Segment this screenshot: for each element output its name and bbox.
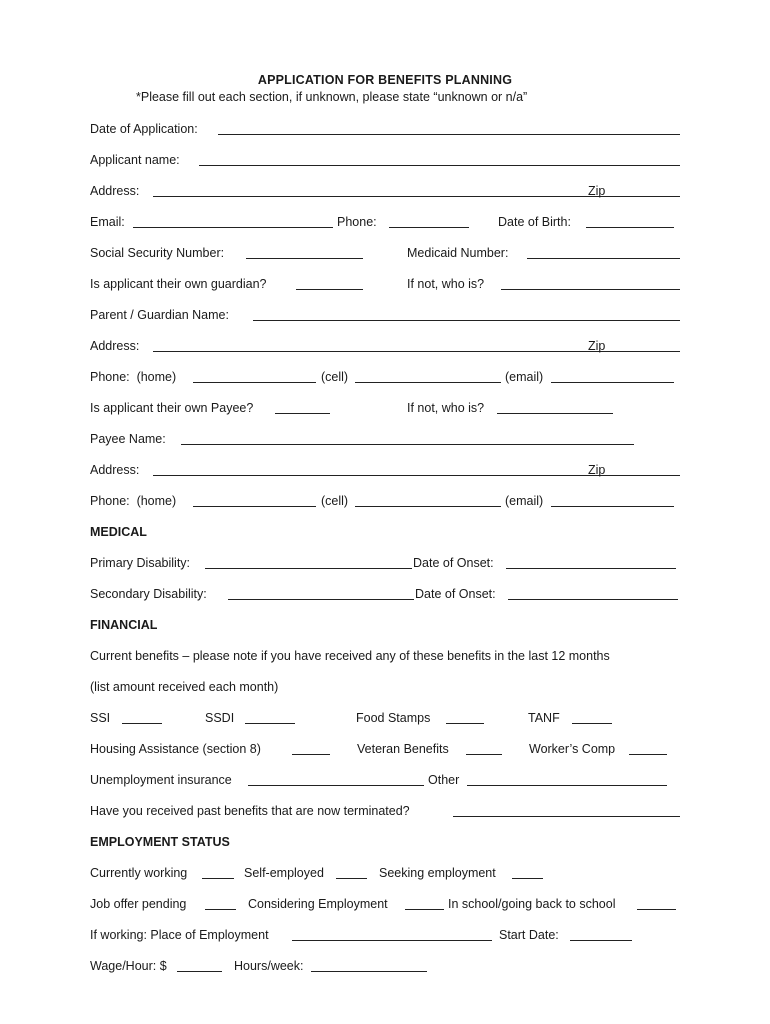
self-employed-field[interactable] bbox=[336, 878, 367, 879]
row-benefits-3 bbox=[0, 772, 770, 790]
past-benefits-field[interactable] bbox=[453, 816, 680, 817]
row-employment-1 bbox=[0, 865, 770, 883]
guardian-name-label: Parent / Guardian Name: bbox=[90, 308, 229, 322]
guardian-cell-field[interactable] bbox=[355, 382, 501, 383]
date-of-application-label: Date of Application: bbox=[90, 122, 198, 136]
start-date-label: Start Date: bbox=[499, 928, 559, 942]
guardian-phone-home-label: Phone: (home) bbox=[90, 370, 177, 384]
form-title: APPLICATION FOR BENEFITS PLANNING bbox=[257, 73, 513, 87]
own-payee-field[interactable] bbox=[275, 413, 330, 414]
own-payee-label: Is applicant their own Payee? bbox=[90, 401, 254, 415]
housing-assistance-label: Housing Assistance (section 8) bbox=[90, 742, 261, 756]
payee-cell-label: (cell) bbox=[321, 494, 349, 508]
date-of-birth-field[interactable] bbox=[586, 227, 674, 228]
row-employment-heading bbox=[0, 834, 770, 852]
row-medical-heading bbox=[0, 524, 770, 542]
payee-cell-field[interactable] bbox=[355, 506, 501, 507]
guardian-if-not-label: If not, who is? bbox=[407, 277, 485, 291]
veteran-benefits-label: Veteran Benefits bbox=[357, 742, 449, 756]
row-applicant-address bbox=[0, 183, 770, 201]
medicaid-number-label: Medicaid Number: bbox=[407, 246, 509, 260]
veteran-benefits-field[interactable] bbox=[466, 754, 502, 755]
form-instructions: *Please fill out each section, if unknown, please state “unknown or n/a” bbox=[136, 90, 528, 104]
row-ssn-medicaid bbox=[0, 245, 770, 263]
guardian-cell-label: (cell) bbox=[321, 370, 349, 384]
payee-name-field[interactable] bbox=[181, 444, 634, 445]
applicant-email-label: Email: bbox=[90, 215, 125, 229]
payee-zip-label: Zip bbox=[588, 463, 606, 477]
primary-onset-field[interactable] bbox=[506, 568, 676, 569]
medicaid-number-field[interactable] bbox=[527, 258, 680, 259]
date-of-birth-label: Date of Birth: bbox=[498, 215, 571, 229]
row-employment-wage bbox=[0, 958, 770, 976]
medical-heading: MEDICAL bbox=[90, 525, 147, 539]
row-date-of-application bbox=[0, 121, 770, 139]
past-benefits-label: Have you received past benefits that are now terminated? bbox=[90, 804, 410, 818]
place-of-employment-label: If working: Place of Employment bbox=[90, 928, 269, 942]
applicant-zip-label: Zip bbox=[588, 184, 606, 198]
place-of-employment-field[interactable] bbox=[292, 940, 492, 941]
ssi-field[interactable] bbox=[122, 723, 162, 724]
primary-disability-label: Primary Disability: bbox=[90, 556, 191, 570]
job-offer-label: Job offer pending bbox=[90, 897, 187, 911]
row-benefits-1 bbox=[0, 710, 770, 728]
applicant-address-label: Address: bbox=[90, 184, 140, 198]
school-field[interactable] bbox=[637, 909, 676, 910]
payee-name-label: Payee Name: bbox=[90, 432, 166, 446]
row-payee-address bbox=[0, 462, 770, 480]
payee-if-not-field[interactable] bbox=[497, 413, 613, 414]
guardian-phone-home-field[interactable] bbox=[193, 382, 316, 383]
financial-list-note: (list amount received each month) bbox=[90, 680, 279, 694]
row-employment-2 bbox=[0, 896, 770, 914]
row-payee-phone bbox=[0, 493, 770, 511]
ssdi-field[interactable] bbox=[245, 723, 295, 724]
unemployment-field[interactable] bbox=[248, 785, 424, 786]
housing-assistance-field[interactable] bbox=[292, 754, 330, 755]
school-label: In school/going back to school bbox=[448, 897, 616, 911]
workers-comp-label: Worker’s Comp bbox=[529, 742, 616, 756]
row-applicant-contact bbox=[0, 214, 770, 232]
primary-onset-label: Date of Onset: bbox=[413, 556, 494, 570]
payee-email-field[interactable] bbox=[551, 506, 674, 507]
primary-disability-field[interactable] bbox=[205, 568, 412, 569]
row-primary-disability bbox=[0, 555, 770, 573]
guardian-zip-label: Zip bbox=[588, 339, 606, 353]
employment-heading: EMPLOYMENT STATUS bbox=[90, 835, 230, 849]
hours-week-label: Hours/week: bbox=[234, 959, 304, 973]
financial-note: Current benefits – please note if you have received any of these benefits in the last 12 months bbox=[90, 649, 610, 663]
applicant-email-field[interactable] bbox=[133, 227, 333, 228]
row-benefits-2 bbox=[0, 741, 770, 759]
own-guardian-label: Is applicant their own guardian? bbox=[90, 277, 267, 291]
other-benefits-field[interactable] bbox=[467, 785, 667, 786]
own-guardian-field[interactable] bbox=[296, 289, 363, 290]
payee-phone-home-label: Phone: (home) bbox=[90, 494, 177, 508]
payee-address-label: Address: bbox=[90, 463, 140, 477]
row-employment-place bbox=[0, 927, 770, 945]
row-guardian-address bbox=[0, 338, 770, 356]
secondary-disability-label: Secondary Disability: bbox=[90, 587, 207, 601]
applicant-name-field[interactable] bbox=[199, 165, 680, 166]
ssn-label: Social Security Number: bbox=[90, 246, 225, 260]
food-stamps-field[interactable] bbox=[446, 723, 484, 724]
considering-employment-label: Considering Employment bbox=[248, 897, 388, 911]
row-financial-note bbox=[0, 648, 770, 666]
row-financial-heading bbox=[0, 617, 770, 635]
wage-hour-label: Wage/Hour: $ bbox=[90, 959, 167, 973]
secondary-onset-field[interactable] bbox=[508, 599, 678, 600]
hours-week-field[interactable] bbox=[311, 971, 427, 972]
row-payee-name bbox=[0, 431, 770, 449]
currently-working-label: Currently working bbox=[90, 866, 188, 880]
applicant-phone-field[interactable] bbox=[389, 227, 469, 228]
start-date-field[interactable] bbox=[570, 940, 632, 941]
row-past-benefits bbox=[0, 803, 770, 821]
payee-phone-home-field[interactable] bbox=[193, 506, 316, 507]
ssn-field[interactable] bbox=[246, 258, 363, 259]
applicant-name-label: Applicant name: bbox=[90, 153, 180, 167]
financial-heading: FINANCIAL bbox=[90, 618, 158, 632]
row-secondary-disability bbox=[0, 586, 770, 604]
secondary-disability-field[interactable] bbox=[228, 599, 414, 600]
row-guardian-name bbox=[0, 307, 770, 325]
guardian-if-not-field[interactable] bbox=[501, 289, 680, 290]
currently-working-field[interactable] bbox=[202, 878, 234, 879]
guardian-name-field[interactable] bbox=[253, 320, 680, 321]
guardian-email-label: (email) bbox=[505, 370, 544, 384]
row-guardian-phone bbox=[0, 369, 770, 387]
tanf-field[interactable] bbox=[572, 723, 612, 724]
workers-comp-field[interactable] bbox=[629, 754, 667, 755]
payee-if-not-label: If not, who is? bbox=[407, 401, 485, 415]
row-own-payee bbox=[0, 400, 770, 418]
row-financial-list-note bbox=[0, 679, 770, 697]
guardian-email-field[interactable] bbox=[551, 382, 674, 383]
considering-employment-field[interactable] bbox=[405, 909, 444, 910]
guardian-address-label: Address: bbox=[90, 339, 140, 353]
wage-hour-field[interactable] bbox=[177, 971, 222, 972]
applicant-phone-label: Phone: bbox=[337, 215, 377, 229]
self-employed-label: Self-employed bbox=[244, 866, 324, 880]
food-stamps-label: Food Stamps bbox=[356, 711, 431, 725]
row-own-guardian bbox=[0, 276, 770, 294]
date-of-application-field[interactable] bbox=[218, 134, 680, 135]
other-benefits-label: Other bbox=[428, 773, 460, 787]
seeking-employment-label: Seeking employment bbox=[379, 866, 496, 880]
ssdi-label: SSDI bbox=[205, 711, 235, 725]
ssi-label: SSI bbox=[90, 711, 111, 725]
tanf-label: TANF bbox=[528, 711, 560, 725]
job-offer-field[interactable] bbox=[205, 909, 236, 910]
secondary-onset-label: Date of Onset: bbox=[415, 587, 496, 601]
unemployment-label: Unemployment insurance bbox=[90, 773, 232, 787]
row-applicant-name bbox=[0, 152, 770, 170]
payee-email-label: (email) bbox=[505, 494, 544, 508]
seeking-employment-field[interactable] bbox=[512, 878, 543, 879]
